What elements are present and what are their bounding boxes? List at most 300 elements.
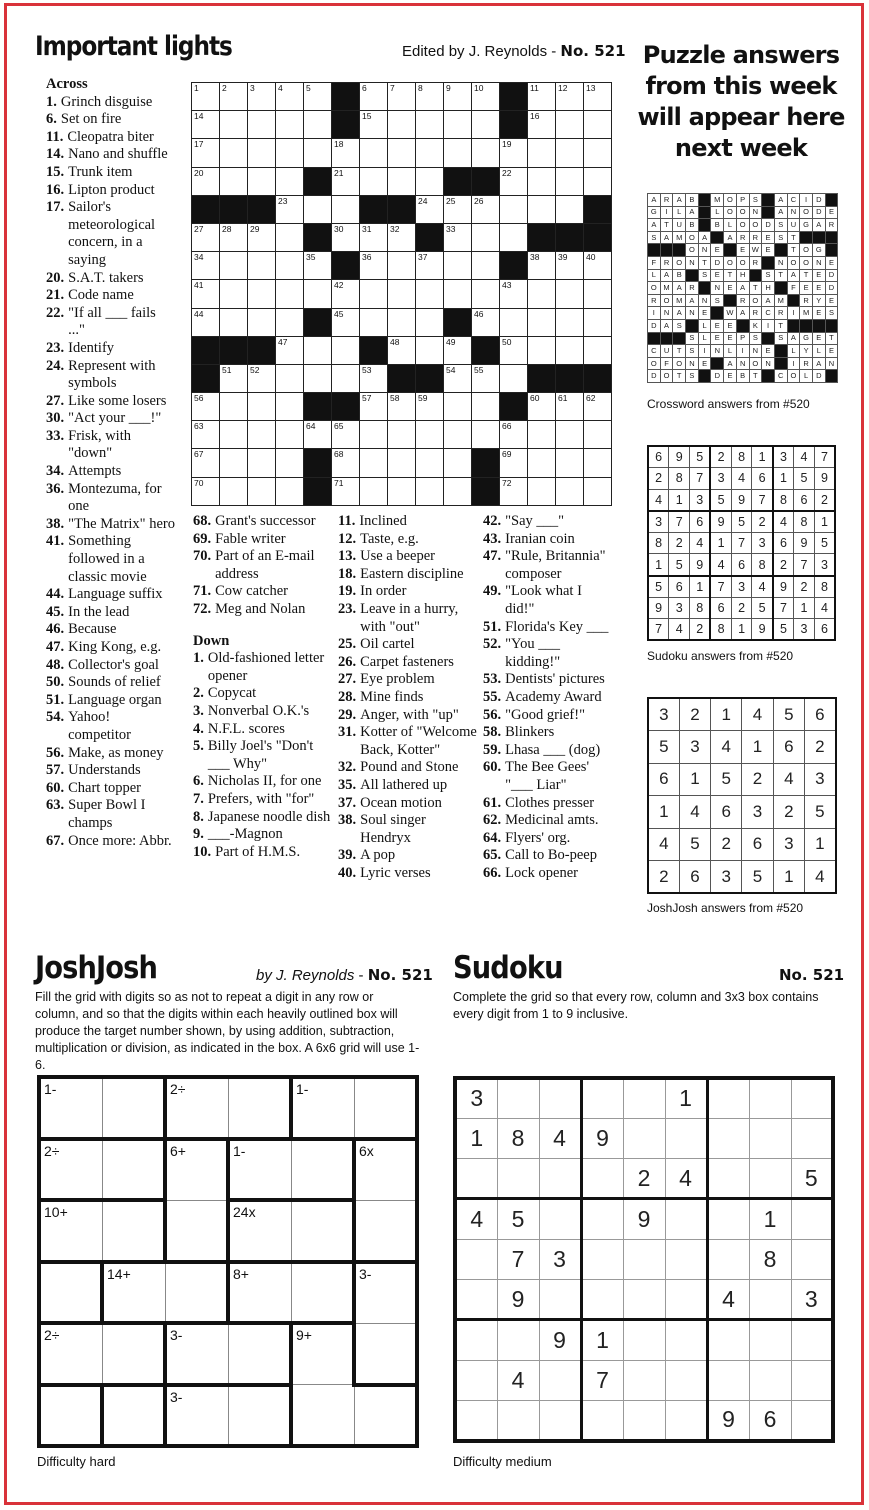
sudoku-cell[interactable] <box>707 1118 749 1158</box>
crossword-cell[interactable] <box>444 252 472 280</box>
joshjosh-cell[interactable] <box>165 1200 228 1262</box>
joshjosh-cell[interactable] <box>165 1262 228 1324</box>
crossword-cell[interactable]: 48 <box>388 336 416 364</box>
sudoku-cell[interactable]: 2 <box>623 1159 665 1199</box>
crossword-cell[interactable] <box>220 477 248 505</box>
sudoku-cell[interactable] <box>539 1360 581 1400</box>
crossword-cell[interactable]: 50 <box>500 336 528 364</box>
crossword-cell[interactable] <box>304 139 332 167</box>
crossword-cell[interactable] <box>416 308 444 336</box>
crossword-cell[interactable] <box>360 308 388 336</box>
crossword-cell[interactable] <box>528 139 556 167</box>
joshjosh-cell[interactable] <box>291 1262 354 1324</box>
crossword-cell[interactable]: 44 <box>192 308 220 336</box>
sudoku-cell[interactable]: 1 <box>749 1199 791 1239</box>
crossword-cell[interactable]: 43 <box>500 280 528 308</box>
sudoku-cell[interactable] <box>749 1078 791 1118</box>
crossword-cell[interactable] <box>276 167 304 195</box>
crossword-cell[interactable] <box>388 280 416 308</box>
joshjosh-cell[interactable] <box>354 1385 417 1447</box>
sudoku-cell[interactable]: 9 <box>497 1279 539 1319</box>
joshjosh-cell[interactable] <box>228 1077 291 1139</box>
crossword-cell[interactable]: 55 <box>472 364 500 392</box>
sudoku-cell[interactable]: 1 <box>665 1078 707 1118</box>
crossword-cell[interactable] <box>304 280 332 308</box>
crossword-cell[interactable] <box>276 308 304 336</box>
joshjosh-cell[interactable] <box>291 1200 354 1262</box>
joshjosh-cell[interactable] <box>102 1323 165 1385</box>
crossword-cell[interactable]: 9 <box>444 83 472 111</box>
crossword-cell[interactable]: 15 <box>360 111 388 139</box>
joshjosh-cell[interactable]: 3- <box>165 1385 228 1447</box>
sudoku-cell[interactable]: 1 <box>455 1118 497 1158</box>
sudoku-cell[interactable] <box>455 1400 497 1440</box>
crossword-cell[interactable] <box>556 111 584 139</box>
crossword-cell[interactable] <box>360 477 388 505</box>
crossword-cell[interactable] <box>220 280 248 308</box>
crossword-cell[interactable] <box>220 111 248 139</box>
crossword-cell[interactable] <box>304 336 332 364</box>
crossword-cell[interactable] <box>220 308 248 336</box>
joshjosh-cell[interactable]: 1- <box>228 1139 291 1201</box>
sudoku-cell[interactable] <box>497 1078 539 1118</box>
crossword-cell[interactable] <box>584 477 612 505</box>
sudoku-cell[interactable] <box>665 1239 707 1279</box>
crossword-cell[interactable] <box>416 421 444 449</box>
crossword-cell[interactable] <box>360 421 388 449</box>
sudoku-cell[interactable] <box>581 1159 623 1199</box>
crossword-cell[interactable]: 40 <box>584 252 612 280</box>
joshjosh-cell[interactable] <box>354 1077 417 1139</box>
crossword-cell[interactable] <box>276 477 304 505</box>
joshjosh-cell[interactable]: 8+ <box>228 1262 291 1324</box>
sudoku-cell[interactable] <box>707 1320 749 1360</box>
sudoku-cell[interactable] <box>749 1159 791 1199</box>
crossword-cell[interactable]: 34 <box>192 252 220 280</box>
crossword-cell[interactable] <box>528 308 556 336</box>
crossword-cell[interactable]: 45 <box>332 308 360 336</box>
crossword-cell[interactable] <box>556 308 584 336</box>
crossword-cell[interactable] <box>528 421 556 449</box>
crossword-cell[interactable]: 8 <box>416 83 444 111</box>
crossword-cell[interactable]: 51 <box>220 364 248 392</box>
crossword-cell[interactable]: 71 <box>332 477 360 505</box>
crossword-cell[interactable] <box>416 139 444 167</box>
crossword-cell[interactable]: 20 <box>192 167 220 195</box>
sudoku-cell[interactable]: 9 <box>539 1320 581 1360</box>
joshjosh-cell[interactable] <box>354 1200 417 1262</box>
crossword-cell[interactable] <box>388 252 416 280</box>
sudoku-cell[interactable]: 4 <box>665 1159 707 1199</box>
sudoku-cell[interactable]: 9 <box>581 1118 623 1158</box>
crossword-cell[interactable]: 66 <box>500 421 528 449</box>
crossword-cell[interactable]: 17 <box>192 139 220 167</box>
crossword-cell[interactable] <box>584 336 612 364</box>
sudoku-cell[interactable] <box>665 1320 707 1360</box>
sudoku-cell[interactable] <box>497 1400 539 1440</box>
crossword-cell[interactable]: 39 <box>556 252 584 280</box>
crossword-cell[interactable] <box>388 449 416 477</box>
crossword-cell[interactable] <box>220 449 248 477</box>
joshjosh-cell[interactable] <box>228 1385 291 1447</box>
crossword-cell[interactable] <box>304 364 332 392</box>
joshjosh-cell[interactable]: 6x <box>354 1139 417 1201</box>
sudoku-cell[interactable]: 9 <box>623 1199 665 1239</box>
crossword-cell[interactable]: 65 <box>332 421 360 449</box>
crossword-cell[interactable] <box>388 167 416 195</box>
sudoku-cell[interactable] <box>581 1078 623 1118</box>
sudoku-cell[interactable] <box>581 1400 623 1440</box>
crossword-cell[interactable]: 69 <box>500 449 528 477</box>
crossword-cell[interactable] <box>472 223 500 251</box>
sudoku-cell[interactable] <box>539 1199 581 1239</box>
crossword-cell[interactable]: 7 <box>388 83 416 111</box>
crossword-cell[interactable] <box>500 223 528 251</box>
crossword-cell[interactable] <box>248 477 276 505</box>
crossword-cell[interactable]: 46 <box>472 308 500 336</box>
sudoku-cell[interactable] <box>539 1159 581 1199</box>
joshjosh-cell[interactable] <box>228 1323 291 1385</box>
joshjosh-cell[interactable]: 2÷ <box>39 1323 102 1385</box>
crossword-cell[interactable] <box>332 336 360 364</box>
crossword-cell[interactable] <box>584 308 612 336</box>
crossword-cell[interactable]: 28 <box>220 223 248 251</box>
crossword-cell[interactable]: 3 <box>248 83 276 111</box>
sudoku-cell[interactable]: 5 <box>791 1159 833 1199</box>
crossword-cell[interactable] <box>556 280 584 308</box>
sudoku-cell[interactable] <box>665 1360 707 1400</box>
crossword-cell[interactable] <box>500 195 528 223</box>
crossword-cell[interactable] <box>528 167 556 195</box>
crossword-cell[interactable]: 13 <box>584 83 612 111</box>
crossword-cell[interactable]: 4 <box>276 83 304 111</box>
sudoku-cell[interactable] <box>707 1199 749 1239</box>
sudoku-cell[interactable]: 4 <box>497 1360 539 1400</box>
joshjosh-cell[interactable] <box>102 1077 165 1139</box>
crossword-cell[interactable] <box>220 167 248 195</box>
sudoku-cell[interactable] <box>791 1199 833 1239</box>
crossword-cell[interactable] <box>556 449 584 477</box>
joshjosh-cell[interactable]: 2÷ <box>39 1139 102 1201</box>
crossword-cell[interactable]: 49 <box>444 336 472 364</box>
crossword-cell[interactable]: 1 <box>192 83 220 111</box>
sudoku-cell[interactable] <box>455 1159 497 1199</box>
crossword-cell[interactable]: 5 <box>304 83 332 111</box>
joshjosh-cell[interactable] <box>102 1385 165 1447</box>
crossword-cell[interactable]: 60 <box>528 393 556 421</box>
crossword-cell[interactable] <box>500 308 528 336</box>
crossword-cell[interactable]: 37 <box>416 252 444 280</box>
crossword-cell[interactable] <box>388 421 416 449</box>
crossword-cell[interactable] <box>528 336 556 364</box>
crossword-cell[interactable] <box>528 280 556 308</box>
crossword-cell[interactable]: 42 <box>332 280 360 308</box>
joshjosh-cell[interactable]: 1- <box>291 1077 354 1139</box>
sudoku-cell[interactable] <box>791 1118 833 1158</box>
crossword-cell[interactable]: 12 <box>556 83 584 111</box>
sudoku-cell[interactable] <box>791 1320 833 1360</box>
crossword-cell[interactable]: 10 <box>472 83 500 111</box>
sudoku-cell[interactable]: 7 <box>497 1239 539 1279</box>
crossword-cell[interactable] <box>472 252 500 280</box>
crossword-cell[interactable]: 62 <box>584 393 612 421</box>
crossword-cell[interactable]: 64 <box>304 421 332 449</box>
crossword-cell[interactable] <box>584 167 612 195</box>
crossword-cell[interactable]: 61 <box>556 393 584 421</box>
sudoku-cell[interactable] <box>581 1199 623 1239</box>
sudoku-cell[interactable] <box>707 1078 749 1118</box>
crossword-cell[interactable]: 31 <box>360 223 388 251</box>
crossword-cell[interactable]: 70 <box>192 477 220 505</box>
crossword-cell[interactable] <box>528 477 556 505</box>
crossword-cell[interactable] <box>584 449 612 477</box>
crossword-cell[interactable]: 56 <box>192 393 220 421</box>
crossword-cell[interactable] <box>444 139 472 167</box>
sudoku-cell[interactable] <box>791 1360 833 1400</box>
crossword-cell[interactable] <box>388 477 416 505</box>
crossword-cell[interactable]: 29 <box>248 223 276 251</box>
crossword-cell[interactable] <box>360 280 388 308</box>
sudoku-cell[interactable] <box>707 1159 749 1199</box>
crossword-cell[interactable]: 38 <box>528 252 556 280</box>
crossword-cell[interactable] <box>304 195 332 223</box>
crossword-cell[interactable] <box>416 111 444 139</box>
sudoku-cell[interactable] <box>455 1320 497 1360</box>
crossword-cell[interactable] <box>220 421 248 449</box>
joshjosh-cell[interactable]: 14+ <box>102 1262 165 1324</box>
crossword-cell[interactable] <box>444 421 472 449</box>
sudoku-cell[interactable]: 3 <box>791 1279 833 1319</box>
sudoku-cell[interactable] <box>455 1360 497 1400</box>
crossword-cell[interactable]: 19 <box>500 139 528 167</box>
crossword-cell[interactable]: 36 <box>360 252 388 280</box>
sudoku-cell[interactable] <box>749 1360 791 1400</box>
sudoku-cell[interactable] <box>539 1078 581 1118</box>
sudoku-cell[interactable] <box>707 1360 749 1400</box>
sudoku-cell[interactable]: 5 <box>497 1199 539 1239</box>
sudoku-cell[interactable] <box>707 1239 749 1279</box>
sudoku-cell[interactable]: 8 <box>749 1239 791 1279</box>
crossword-cell[interactable]: 54 <box>444 364 472 392</box>
joshjosh-cell[interactable]: 3- <box>165 1323 228 1385</box>
crossword-cell[interactable] <box>556 195 584 223</box>
sudoku-cell[interactable]: 8 <box>497 1118 539 1158</box>
crossword-cell[interactable] <box>472 421 500 449</box>
crossword-cell[interactable] <box>276 280 304 308</box>
crossword-cell[interactable] <box>276 421 304 449</box>
crossword-cell[interactable] <box>276 449 304 477</box>
sudoku-cell[interactable] <box>749 1118 791 1158</box>
crossword-cell[interactable] <box>444 393 472 421</box>
sudoku-cell[interactable] <box>623 1360 665 1400</box>
crossword-cell[interactable]: 41 <box>192 280 220 308</box>
joshjosh-cell[interactable]: 24x <box>228 1200 291 1262</box>
crossword-cell[interactable]: 58 <box>388 393 416 421</box>
crossword-cell[interactable] <box>472 111 500 139</box>
sudoku-cell[interactable]: 4 <box>707 1279 749 1319</box>
crossword-cell[interactable] <box>416 477 444 505</box>
crossword-cell[interactable] <box>416 449 444 477</box>
joshjosh-cell[interactable]: 2÷ <box>165 1077 228 1139</box>
crossword-cell[interactable] <box>416 336 444 364</box>
crossword-cell[interactable] <box>444 280 472 308</box>
joshjosh-cell[interactable]: 3- <box>354 1262 417 1324</box>
sudoku-cell[interactable] <box>497 1159 539 1199</box>
crossword-cell[interactable] <box>248 421 276 449</box>
crossword-cell[interactable] <box>360 139 388 167</box>
crossword-cell[interactable] <box>444 449 472 477</box>
crossword-cell[interactable] <box>528 195 556 223</box>
crossword-cell[interactable]: 18 <box>332 139 360 167</box>
crossword-cell[interactable] <box>332 195 360 223</box>
crossword-cell[interactable] <box>248 139 276 167</box>
crossword-cell[interactable]: 14 <box>192 111 220 139</box>
crossword-cell[interactable]: 23 <box>276 195 304 223</box>
sudoku-cell[interactable] <box>455 1279 497 1319</box>
sudoku-cell[interactable]: 4 <box>539 1118 581 1158</box>
crossword-cell[interactable]: 53 <box>360 364 388 392</box>
sudoku-cell[interactable] <box>791 1239 833 1279</box>
joshjosh-cell[interactable] <box>291 1139 354 1201</box>
crossword-cell[interactable] <box>220 139 248 167</box>
joshjosh-cell[interactable] <box>354 1323 417 1385</box>
joshjosh-cell[interactable]: 1- <box>39 1077 102 1139</box>
crossword-cell[interactable]: 16 <box>528 111 556 139</box>
crossword-cell[interactable] <box>584 111 612 139</box>
sudoku-cell[interactable] <box>623 1239 665 1279</box>
sudoku-cell[interactable] <box>497 1320 539 1360</box>
crossword-cell[interactable] <box>472 280 500 308</box>
joshjosh-cell[interactable] <box>39 1262 102 1324</box>
crossword-cell[interactable] <box>276 252 304 280</box>
crossword-cell[interactable]: 22 <box>500 167 528 195</box>
crossword-cell[interactable] <box>248 167 276 195</box>
sudoku-cell[interactable]: 4 <box>455 1199 497 1239</box>
crossword-cell[interactable]: 21 <box>332 167 360 195</box>
crossword-cell[interactable] <box>556 167 584 195</box>
crossword-cell[interactable] <box>248 393 276 421</box>
crossword-cell[interactable] <box>248 111 276 139</box>
joshjosh-cell[interactable] <box>291 1385 354 1447</box>
crossword-cell[interactable]: 57 <box>360 393 388 421</box>
sudoku-cell[interactable] <box>665 1279 707 1319</box>
crossword-cell[interactable]: 32 <box>388 223 416 251</box>
crossword-cell[interactable]: 11 <box>528 83 556 111</box>
crossword-cell[interactable]: 52 <box>248 364 276 392</box>
joshjosh-cell[interactable] <box>102 1139 165 1201</box>
crossword-cell[interactable] <box>248 252 276 280</box>
crossword-cell[interactable] <box>472 393 500 421</box>
crossword-cell[interactable] <box>584 280 612 308</box>
crossword-cell[interactable] <box>388 111 416 139</box>
sudoku-cell[interactable] <box>539 1279 581 1319</box>
crossword-cell[interactable] <box>360 167 388 195</box>
crossword-cell[interactable]: 26 <box>472 195 500 223</box>
crossword-cell[interactable] <box>276 393 304 421</box>
crossword-cell[interactable]: 6 <box>360 83 388 111</box>
sudoku-cell[interactable]: 3 <box>455 1078 497 1118</box>
crossword-cell[interactable] <box>248 308 276 336</box>
crossword-cell[interactable] <box>556 336 584 364</box>
crossword-cell[interactable]: 67 <box>192 449 220 477</box>
crossword-cell[interactable] <box>416 280 444 308</box>
crossword-cell[interactable]: 63 <box>192 421 220 449</box>
crossword-cell[interactable] <box>584 421 612 449</box>
sudoku-cell[interactable] <box>623 1320 665 1360</box>
crossword-cell[interactable]: 72 <box>500 477 528 505</box>
crossword-cell[interactable] <box>444 111 472 139</box>
sudoku-cell[interactable] <box>623 1118 665 1158</box>
crossword-cell[interactable]: 68 <box>332 449 360 477</box>
sudoku-cell[interactable] <box>665 1118 707 1158</box>
crossword-cell[interactable] <box>276 364 304 392</box>
sudoku-cell[interactable] <box>623 1279 665 1319</box>
crossword-cell[interactable] <box>556 421 584 449</box>
sudoku-cell[interactable] <box>581 1279 623 1319</box>
crossword-cell[interactable] <box>248 280 276 308</box>
crossword-cell[interactable] <box>556 477 584 505</box>
sudoku-cell[interactable]: 7 <box>581 1360 623 1400</box>
sudoku-cell[interactable] <box>791 1078 833 1118</box>
joshjosh-cell[interactable]: 6+ <box>165 1139 228 1201</box>
sudoku-cell[interactable]: 9 <box>707 1400 749 1440</box>
crossword-cell[interactable] <box>248 449 276 477</box>
sudoku-cell[interactable]: 3 <box>539 1239 581 1279</box>
sudoku-cell[interactable] <box>791 1400 833 1440</box>
sudoku-cell[interactable] <box>581 1239 623 1279</box>
joshjosh-cell[interactable] <box>39 1385 102 1447</box>
joshjosh-cell[interactable]: 9+ <box>291 1323 354 1385</box>
sudoku-cell[interactable] <box>665 1199 707 1239</box>
crossword-cell[interactable] <box>528 449 556 477</box>
crossword-cell[interactable] <box>388 308 416 336</box>
sudoku-cell[interactable] <box>623 1078 665 1118</box>
sudoku-cell[interactable] <box>749 1320 791 1360</box>
crossword-cell[interactable] <box>500 364 528 392</box>
crossword-cell[interactable]: 33 <box>444 223 472 251</box>
crossword-cell[interactable]: 59 <box>416 393 444 421</box>
joshjosh-cell[interactable]: 10+ <box>39 1200 102 1262</box>
crossword-cell[interactable] <box>416 167 444 195</box>
crossword-cell[interactable] <box>472 139 500 167</box>
crossword-cell[interactable]: 25 <box>444 195 472 223</box>
crossword-cell[interactable]: 2 <box>220 83 248 111</box>
sudoku-cell[interactable] <box>539 1400 581 1440</box>
sudoku-cell[interactable] <box>749 1279 791 1319</box>
crossword-cell[interactable] <box>276 139 304 167</box>
crossword-cell[interactable] <box>360 449 388 477</box>
crossword-cell[interactable] <box>388 139 416 167</box>
crossword-cell[interactable] <box>276 111 304 139</box>
sudoku-cell[interactable]: 6 <box>749 1400 791 1440</box>
crossword-cell[interactable] <box>556 139 584 167</box>
crossword-cell[interactable]: 24 <box>416 195 444 223</box>
crossword-cell[interactable] <box>304 111 332 139</box>
crossword-cell[interactable] <box>584 139 612 167</box>
crossword-cell[interactable]: 47 <box>276 336 304 364</box>
crossword-cell[interactable]: 35 <box>304 252 332 280</box>
sudoku-cell[interactable] <box>665 1400 707 1440</box>
crossword-cell[interactable] <box>220 393 248 421</box>
crossword-cell[interactable] <box>276 223 304 251</box>
sudoku-cell[interactable]: 1 <box>581 1320 623 1360</box>
crossword-cell[interactable]: 30 <box>332 223 360 251</box>
sudoku-cell[interactable] <box>455 1239 497 1279</box>
crossword-cell[interactable]: 27 <box>192 223 220 251</box>
sudoku-cell[interactable] <box>623 1400 665 1440</box>
crossword-cell[interactable] <box>444 477 472 505</box>
crossword-cell[interactable] <box>332 364 360 392</box>
